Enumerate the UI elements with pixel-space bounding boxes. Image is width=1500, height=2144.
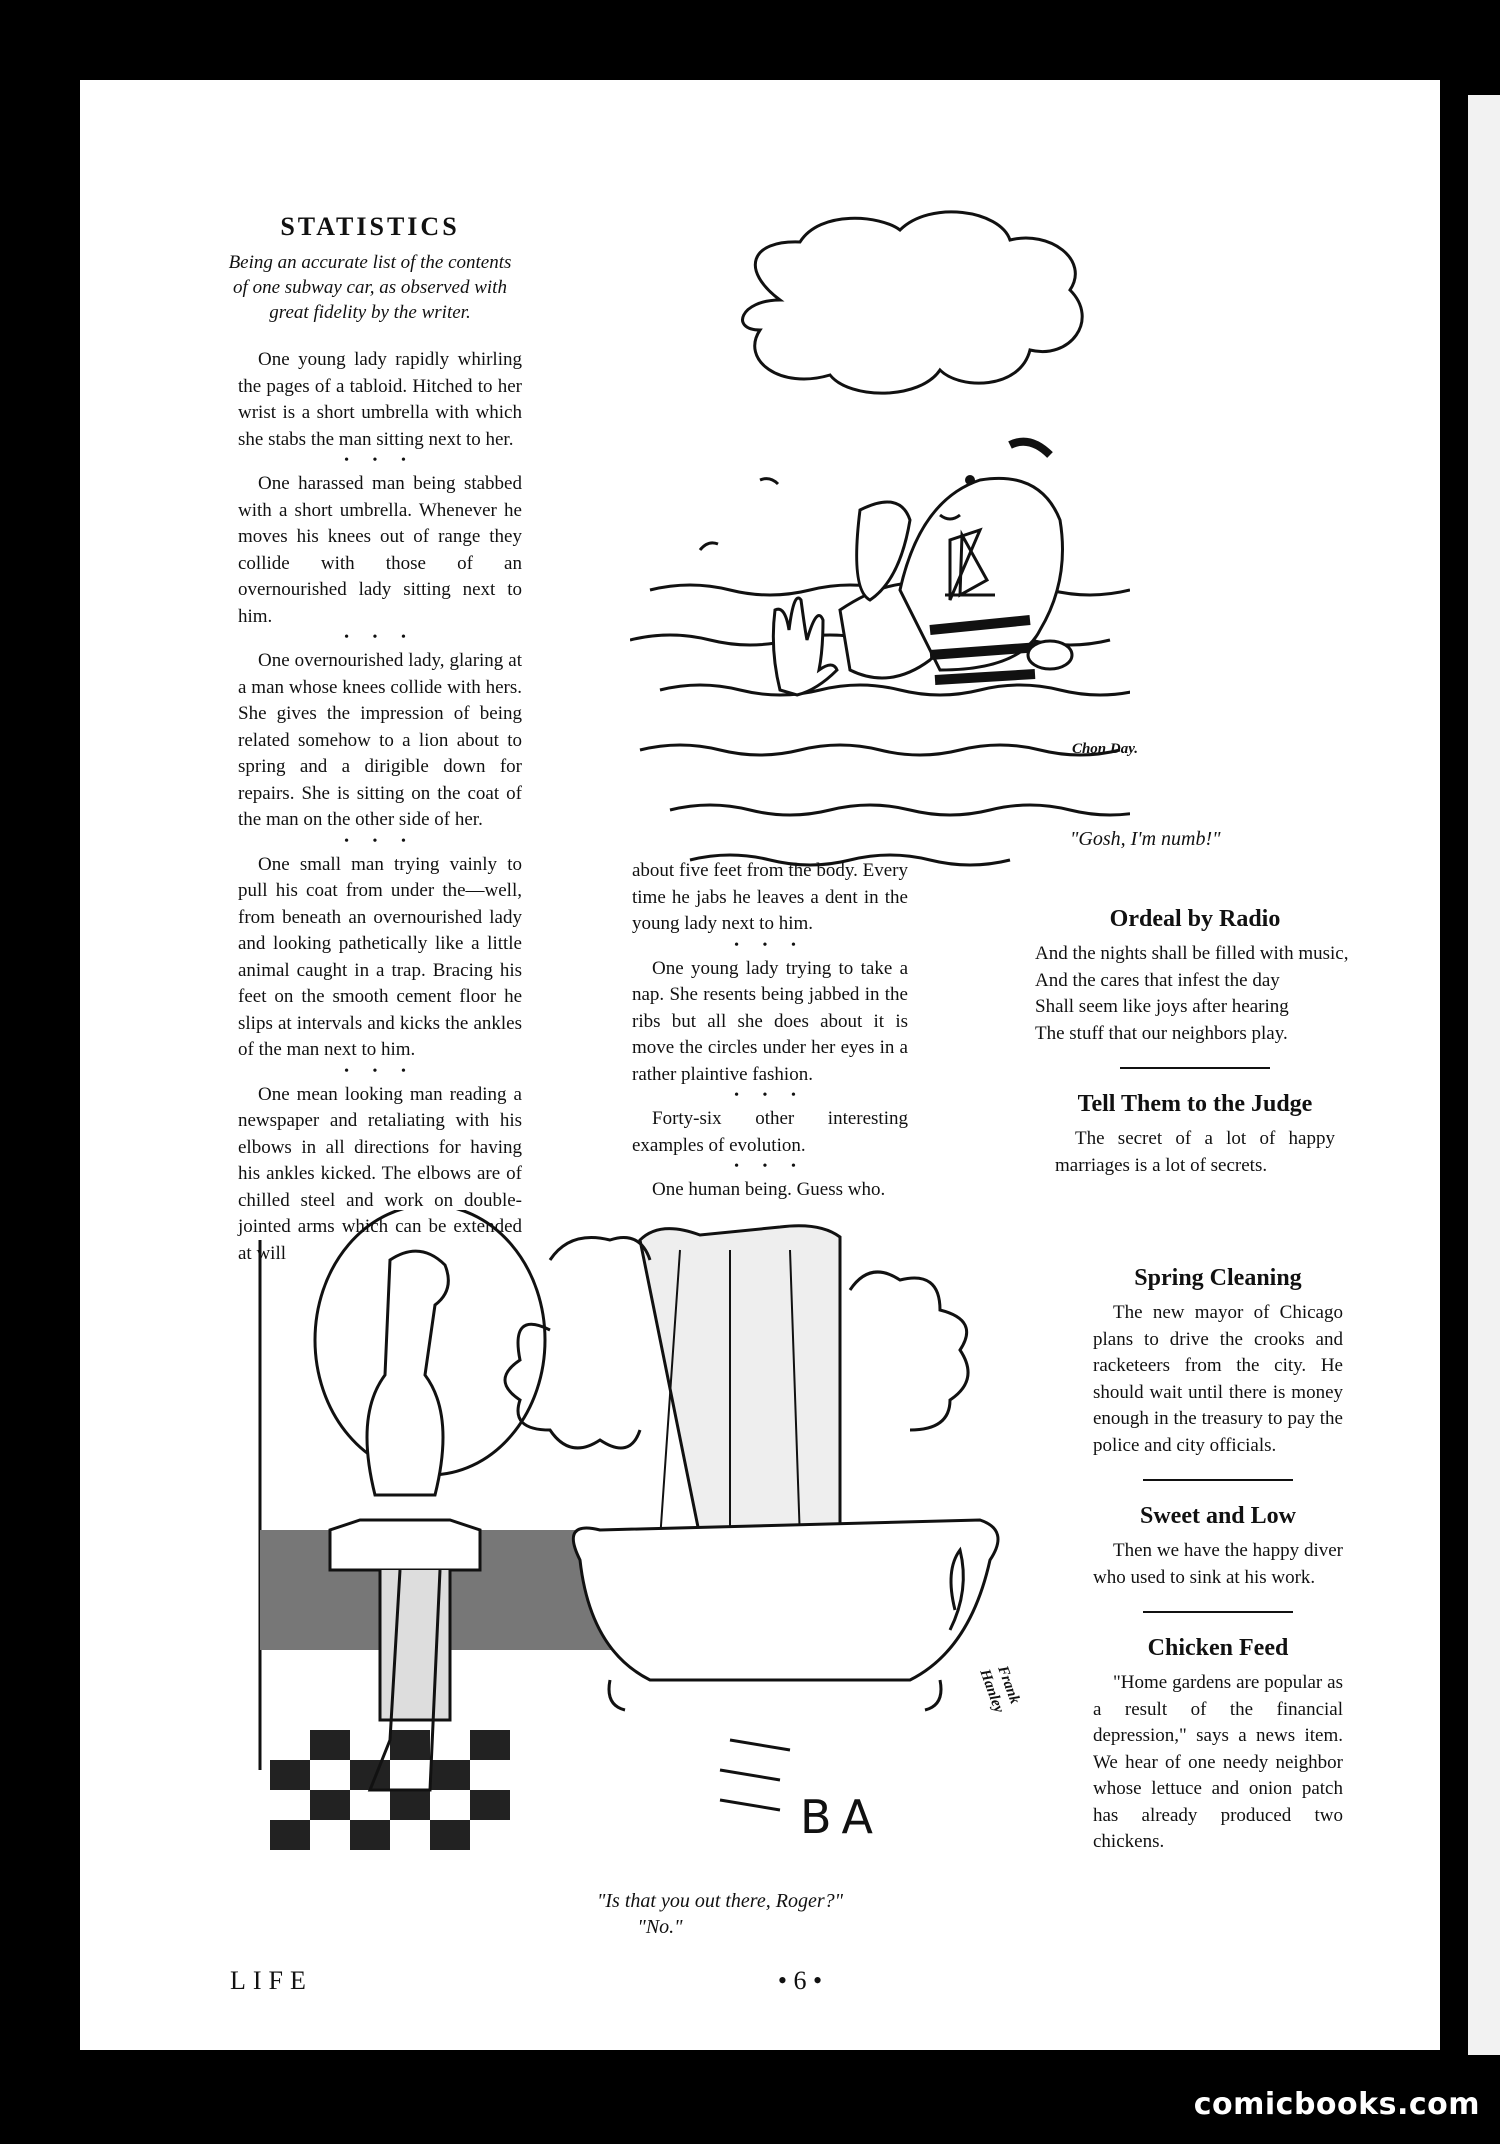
chicken-title: Chicken Feed <box>1147 1635 1289 1661</box>
swimmer-caption: "Gosh, I'm numb!" <box>1070 828 1221 850</box>
poem-line: And the nights shall be filled with music, <box>1035 943 1349 964</box>
separator: • • • <box>734 1159 806 1174</box>
paragraph: Forty-six other interesting examples of evolution. <box>632 1108 908 1156</box>
next-page-edge <box>1468 95 1500 2055</box>
paragraph: One small man trying vainly to pull his coat from under the—well, from beneath an overnourished lady and looking pathetically like a little animal caught in a trap. Bracing his feet on the smooth cement floor he slips at intervals and kicks the ankles of the man next to him. <box>238 853 522 1060</box>
right-column <box>1035 906 1355 1179</box>
separator: • • • <box>344 833 416 849</box>
paragraph: The new mayor of Chicago plans to drive the crooks and racketeers from the city. He should wait until there is money enough in the treasury to pay the police and city officials. <box>1093 1302 1343 1456</box>
paragraph: One young lady trying to take a nap. She resents being jabbed in the ribs but all she does about it is move the circles under her eyes in a rather plaintive fashion. <box>632 957 908 1085</box>
bathroom-cartoon <box>250 1210 1070 1900</box>
paragraph: "Home gardens are popular as a result of the financial depression," says a news item. We hear of one needy neighbor whose lettuce and onion patch has already produced two chickens. <box>1093 1672 1343 1852</box>
statistics-subtitle: Being an accurate list of the contents of one subway car, as observed with great fidelity by the writer. <box>228 252 512 323</box>
sweet-title: Sweet and Low <box>1139 1503 1296 1529</box>
statistics-column-1 <box>238 347 522 1267</box>
swimmer-cartoon <box>630 190 1130 910</box>
poem-line: Shall seem like joys after hearing <box>1035 996 1289 1017</box>
statistics-column-2 <box>632 858 908 1204</box>
right-column-lower <box>1093 1265 1343 1856</box>
ordeal-poem <box>1035 941 1355 1047</box>
chicken-text <box>1093 1670 1343 1856</box>
bathroom-signature: Frank Hanley <box>976 1663 1023 1715</box>
ordeal-title: Ordeal by Radio <box>1109 906 1281 932</box>
paragraph: One harassed man being stabbed with a short umbrella. Whenever he moves his knees out of range they collide with those of an overnourished lady sitting next to him. <box>238 473 522 627</box>
spring-text <box>1093 1300 1343 1459</box>
spring-title: Spring Cleaning <box>1134 1265 1302 1291</box>
footer-page-number: • 6 • <box>777 1966 823 1995</box>
divider <box>1120 1067 1270 1069</box>
watermark: comicbooks.com <box>1193 2087 1480 2122</box>
separator: • • • <box>734 1088 806 1103</box>
separator: • • • <box>344 453 416 468</box>
poem-line: The stuff that our neighbors play. <box>1035 1022 1288 1044</box>
swimmer-signature: Chon Day. <box>1071 741 1139 757</box>
divider <box>1143 1479 1293 1481</box>
paragraph: about five feet from the body. Every time he jabs he leaves a dent in the young lady next to him. <box>632 860 908 934</box>
paragraph: One overnourished lady, glaring at a man whose knees collide with hers. She gives the impression of being related somehow to a lion about to spring and a dirigible down for repairs. She is sitting on the coat of the man on the other side of her. <box>238 650 522 830</box>
paragraph: One young lady rapidly whirling the pages of a tabloid. Hitched to her wrist is a short umbrella with which she stabs the man sitting next to her. <box>238 349 522 450</box>
judge-text <box>1035 1126 1355 1179</box>
magazine-page <box>80 80 1440 2050</box>
divider <box>1143 1611 1293 1613</box>
bathroom-floor-text: BA <box>800 1790 884 1844</box>
paragraph: One mean looking man reading a newspaper and retaliating with his elbows in all directions for having his ankles kicked. The elbows are of chilled steel and work on double-jointed arms which can be extended at will <box>238 1083 522 1264</box>
judge-title: Tell Them to the Judge <box>1077 1091 1313 1117</box>
paragraph: One human being. Guess who. <box>652 1179 886 1200</box>
sweet-text <box>1093 1538 1343 1591</box>
paragraph: Then we have the happy diver who used to sink at his work. <box>1093 1540 1343 1588</box>
statistics-title: STATISTICS <box>280 212 460 241</box>
separator: • • • <box>734 937 806 953</box>
separator: • • • <box>344 630 416 645</box>
bathroom-caption-line1: "Is that you out there, Roger?" <box>596 1890 843 1912</box>
bathroom-caption-line2: "No." <box>637 1916 683 1938</box>
poem-line: And the cares that infest the day <box>1035 969 1280 991</box>
paragraph: The secret of a lot of happy marriages is a lot of secrets. <box>1055 1128 1335 1176</box>
separator: • • • <box>344 1063 416 1079</box>
footer-magazine: LIFE <box>230 1966 313 1995</box>
